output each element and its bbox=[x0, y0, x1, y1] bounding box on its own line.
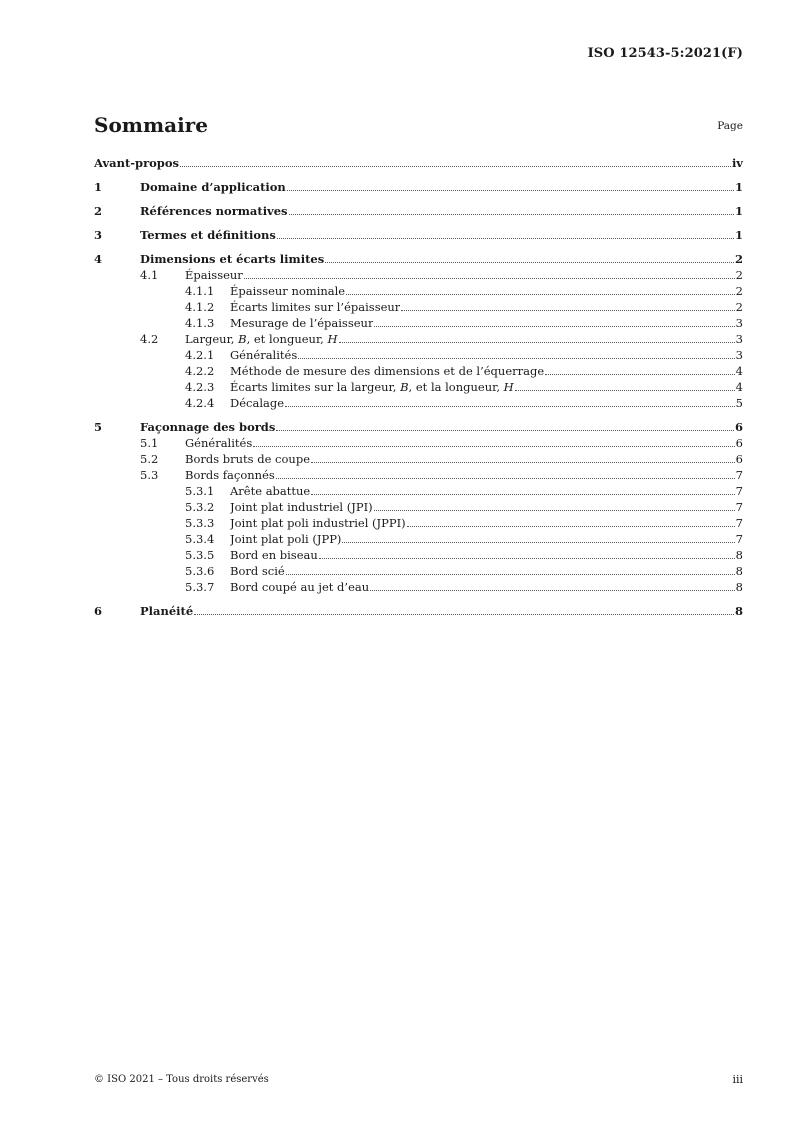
toc-entry-title: Mesurage de l’épaisseur bbox=[230, 316, 374, 330]
toc-entry[interactable] bbox=[94, 531, 743, 547]
toc-entry-title: Décalage bbox=[230, 396, 285, 410]
toc-entry-number: 1 bbox=[94, 180, 103, 194]
toc-entry-number: 5.3.7 bbox=[185, 580, 215, 594]
toc-entry-number: 4 bbox=[94, 252, 103, 266]
toc-entry[interactable] bbox=[94, 515, 743, 531]
toc-entry[interactable] bbox=[94, 603, 743, 619]
toc-leader-dots bbox=[287, 189, 734, 191]
toc-entry-number: 5.3.5 bbox=[185, 548, 215, 562]
toc-entry[interactable] bbox=[94, 331, 743, 347]
toc-entry-page: 1 bbox=[734, 204, 743, 218]
toc-entry-number: 4.1.1 bbox=[185, 284, 215, 298]
toc-entry[interactable] bbox=[94, 179, 743, 195]
toc-entry-number: 4.1.2 bbox=[185, 300, 215, 314]
toc-leader-dots bbox=[285, 405, 735, 407]
toc-leader-dots bbox=[346, 293, 735, 295]
toc-entry-number: 6 bbox=[94, 604, 103, 618]
toc-leader-dots bbox=[277, 237, 734, 239]
toc-leader-dots bbox=[194, 613, 734, 615]
toc-entry-title: Bords bruts de coupe bbox=[185, 452, 310, 466]
toc-entry-title: Bord coupé au jet d’eau bbox=[230, 580, 370, 594]
toc-leader-dots bbox=[180, 165, 731, 167]
toc-entry-number: 3 bbox=[94, 228, 103, 242]
toc-entry-page: 2 bbox=[735, 284, 743, 298]
toc-entry[interactable] bbox=[94, 347, 743, 363]
toc-entry-title: Joint plat poli (JPP) bbox=[230, 532, 342, 546]
toc-entry-page: 8 bbox=[734, 604, 743, 618]
toc-leader-dots bbox=[342, 541, 734, 543]
toc-entry[interactable] bbox=[94, 203, 743, 219]
toc-entry-page: 7 bbox=[735, 468, 743, 482]
toc-entry-page: 8 bbox=[735, 564, 743, 578]
toc-entry-page: 2 bbox=[735, 300, 743, 314]
toc-entry[interactable] bbox=[94, 435, 743, 451]
toc-entry-page: 2 bbox=[734, 252, 743, 266]
toc-entry-title: Généralités bbox=[185, 436, 253, 450]
toc-entry-title: Épaisseur bbox=[185, 268, 243, 282]
toc-entry-number: 5.3.3 bbox=[185, 516, 215, 530]
toc-leader-dots bbox=[311, 493, 734, 495]
toc-entry-number: 5.3.4 bbox=[185, 532, 215, 546]
toc-entry-page: 8 bbox=[735, 548, 743, 562]
toc-entry-title: Largeur, B, et longueur, H bbox=[185, 332, 338, 346]
toc-entry[interactable] bbox=[94, 467, 743, 483]
toc-leader-dots bbox=[311, 461, 735, 463]
toc-leader-dots bbox=[401, 309, 734, 311]
toc-entry-number: 4.1.3 bbox=[185, 316, 215, 330]
page-number: iii bbox=[732, 1073, 743, 1086]
toc-entry-number: 4.2.4 bbox=[185, 396, 215, 410]
toc-entry-number: 4.2.2 bbox=[185, 364, 215, 378]
toc-entry[interactable] bbox=[94, 563, 743, 579]
toc-entry-title: Domaine d’application bbox=[140, 180, 286, 194]
toc-leader-dots bbox=[374, 509, 735, 511]
toc-entry[interactable] bbox=[94, 251, 743, 267]
toc-leader-dots bbox=[515, 389, 735, 391]
toc-entry-title: Références normatives bbox=[140, 204, 288, 218]
toc-entry-title: Écarts limites sur l’épaisseur bbox=[230, 300, 401, 314]
table-of-contents bbox=[94, 155, 743, 619]
toc-entry-title: Bords façonnés bbox=[185, 468, 275, 482]
toc-entry[interactable] bbox=[94, 299, 743, 315]
toc-entry[interactable] bbox=[94, 451, 743, 467]
toc-leader-dots bbox=[319, 557, 735, 559]
toc-entry-number: 5.3.2 bbox=[185, 500, 215, 514]
toc-entry[interactable] bbox=[94, 483, 743, 499]
toc-entry-number: 5.3.1 bbox=[185, 484, 215, 498]
toc-entry-number: 4.2.1 bbox=[185, 348, 215, 362]
toc-entry[interactable] bbox=[94, 395, 743, 411]
toc-entry-title: Planéité bbox=[140, 604, 194, 618]
toc-entry-page: 7 bbox=[735, 516, 743, 530]
toc-entry-title: Dimensions et écarts limites bbox=[140, 252, 325, 266]
toc-leader-dots bbox=[339, 341, 735, 343]
toc-entry-title: Méthode de mesure des dimensions et de l’équerrage bbox=[230, 364, 545, 378]
toc-entry-title: Bord en biseau bbox=[230, 548, 318, 562]
toc-entry-page: 6 bbox=[734, 420, 743, 434]
toc-entry-page: iv bbox=[731, 156, 743, 170]
toc-entry-page: 1 bbox=[734, 228, 743, 242]
toc-leader-dots bbox=[370, 589, 735, 591]
toc-entry-title: Arête abattue bbox=[230, 484, 311, 498]
toc-header bbox=[94, 112, 743, 142]
toc-leader-dots bbox=[374, 325, 734, 327]
toc-entry-page: 3 bbox=[735, 348, 743, 362]
toc-entry-page: 2 bbox=[735, 268, 743, 282]
toc-entry-page: 1 bbox=[734, 180, 743, 194]
toc-entry-title: Généralités bbox=[230, 348, 298, 362]
toc-leader-dots bbox=[244, 277, 735, 279]
toc-title: Sommaire bbox=[94, 113, 208, 137]
toc-entry-page: 5 bbox=[735, 396, 743, 410]
toc-entry-number: 4.2.3 bbox=[185, 380, 215, 394]
toc-entry-number: 5.3.6 bbox=[185, 564, 215, 578]
toc-entry-title: Joint plat poli industriel (JPPI) bbox=[230, 516, 406, 530]
toc-entry-page: 6 bbox=[735, 452, 743, 466]
copyright-notice: © ISO 2021 – Tous droits réservés bbox=[94, 1074, 269, 1085]
toc-entry-page: 7 bbox=[735, 500, 743, 514]
toc-entry-number: 4.1 bbox=[140, 268, 159, 282]
toc-entry-title: Bord scié bbox=[230, 564, 285, 578]
toc-entry-title: Joint plat industriel (JPI) bbox=[230, 500, 373, 514]
toc-entry-title: Écarts limites sur la largeur, B, et la longueur, H bbox=[230, 380, 514, 394]
toc-leader-dots bbox=[325, 261, 734, 263]
toc-entry[interactable] bbox=[94, 379, 743, 395]
toc-entry[interactable] bbox=[94, 315, 743, 331]
toc-entry-page: 4 bbox=[735, 380, 743, 394]
toc-entry-title: Épaisseur nominale bbox=[230, 284, 346, 298]
toc-entry-page: 3 bbox=[735, 332, 743, 346]
toc-entry-page: 4 bbox=[735, 364, 743, 378]
toc-entry-number: 5.2 bbox=[140, 452, 159, 466]
toc-entry[interactable] bbox=[94, 227, 743, 243]
toc-entry-page: 3 bbox=[735, 316, 743, 330]
toc-entry-number: 5.3 bbox=[140, 468, 159, 482]
toc-leader-dots bbox=[289, 213, 734, 215]
toc-entry[interactable] bbox=[94, 155, 743, 171]
toc-entry[interactable] bbox=[94, 267, 743, 283]
toc-entry[interactable] bbox=[94, 419, 743, 435]
toc-entry-number: 2 bbox=[94, 204, 103, 218]
toc-entry-title: Avant-propos bbox=[94, 156, 179, 170]
toc-leader-dots bbox=[253, 445, 734, 447]
toc-entry-title: Façonnage des bords bbox=[140, 420, 276, 434]
toc-entry-number: 4.2 bbox=[140, 332, 159, 346]
toc-leader-dots bbox=[276, 429, 734, 431]
toc-entry[interactable] bbox=[94, 547, 743, 563]
toc-entry-title: Termes et définitions bbox=[140, 228, 276, 242]
toc-entry[interactable] bbox=[94, 499, 743, 515]
toc-entry-page: 8 bbox=[735, 580, 743, 594]
toc-entry[interactable] bbox=[94, 283, 743, 299]
toc-entry[interactable] bbox=[94, 579, 743, 595]
toc-entry-number: 5 bbox=[94, 420, 103, 434]
toc-leader-dots bbox=[286, 573, 735, 575]
toc-entry[interactable] bbox=[94, 363, 743, 379]
toc-entry-page: 7 bbox=[735, 532, 743, 546]
document-id: ISO 12543-5:2021(F) bbox=[587, 46, 743, 61]
toc-entry-number: 5.1 bbox=[140, 436, 159, 450]
toc-entry-page: 7 bbox=[735, 484, 743, 498]
toc-leader-dots bbox=[298, 357, 734, 359]
toc-page-column-label: Page bbox=[717, 120, 743, 132]
toc-leader-dots bbox=[407, 525, 735, 527]
toc-leader-dots bbox=[276, 477, 735, 479]
toc-leader-dots bbox=[545, 373, 735, 375]
toc-entry-page: 6 bbox=[735, 436, 743, 450]
